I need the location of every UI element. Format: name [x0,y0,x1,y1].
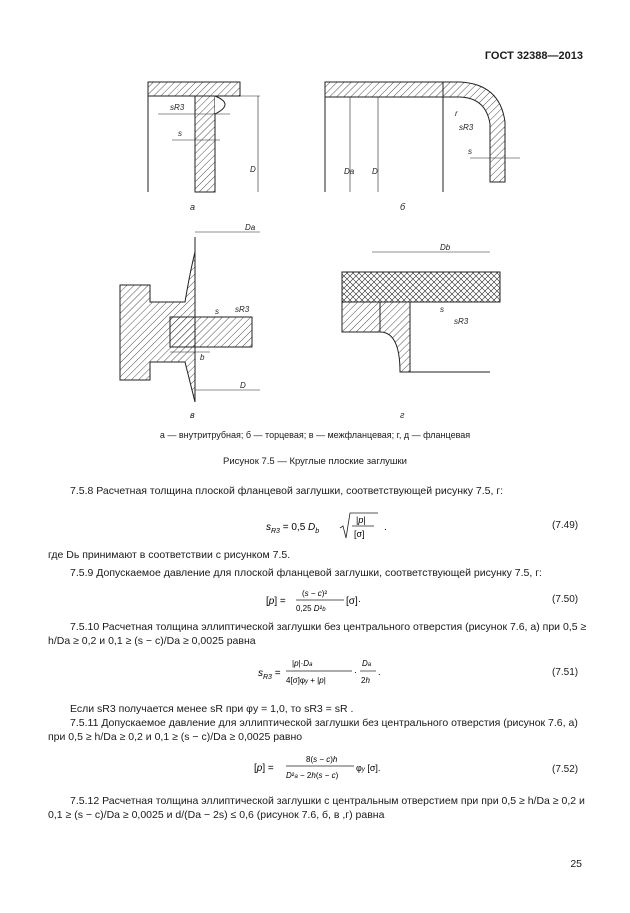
svg-text:[p] =: [p] = [266,596,286,607]
eq-number-7-49: (7.49) [552,520,579,531]
dim-sr3-a: sR3 [170,103,185,112]
svg-text:Da: Da [362,659,372,668]
svg-text:4[σ]φy + |p|: 4[σ]φy + |p| [286,676,326,685]
svg-text:φy [σ].: φy [σ]. [356,763,381,773]
dim-s-a: s [178,129,182,138]
svg-text:·: · [354,667,357,677]
figure-title: Рисунок 7.5 — Круглые плоские заглушки [223,456,407,467]
dim-d-v: D [240,381,246,390]
drawing-v [120,232,260,402]
svg-text:.: . [378,667,381,677]
figure-7-5 [50,72,590,442]
dim-s-b: s [468,147,472,156]
svg-text:|p|·Da: |p|·Da [292,659,313,668]
paragraph-7-5-9: 7.5.9 Допускаемое давление для плоской фланцевой заглушки, соответствующей рисунку 7.5, г: [70,567,542,579]
label-a: а [190,202,196,212]
dim-s-v: s [215,307,219,316]
eq-number-7-52: (7.52) [552,764,579,775]
svg-text:D²a − 2h(s − c): D²a − 2h(s − c) [286,771,339,780]
label-g: г [400,410,405,420]
dim-r-b: r [455,109,458,118]
standard-header: ГОСТ 32388—2013 [484,50,583,62]
formula-7-52 [254,752,384,787]
figure-legend: а — внутритрубная; б — торцевая; в — межфланцевая; г, д — фланцевая [159,430,471,440]
dim-sr3-g: sR3 [454,317,469,326]
paragraph-7-5-10: 7.5.10 Расчетная толщина эллиптической заглушки без центрального отверстия (рисунок 7.6, а) при 0,5 ≥ h/Da ≥ 0,2 и 0,1 ≥ (s − c)/Da ≥ 0,0025 равна [48,621,587,647]
drawing-a [148,82,260,192]
svg-text:0,25 D²b: 0,25 D²b [296,604,326,613]
svg-text:sR3 =: $s_{R3}$ = [258,668,281,681]
eq-number-7-50: (7.50) [552,594,579,605]
dim-da-b: Da [344,167,355,176]
dim-d-a: D [250,165,256,174]
dim-sr3-v: sR3 [235,305,250,314]
dim-sr3-b: sR3 [459,123,474,132]
svg-text:[σ]·: [σ]· [346,596,362,607]
dim-db-g: Db [440,243,451,252]
formula-7-49 [266,510,426,547]
paragraph-db-note: где Dь принимают в соответствии с рисунком 7.5. [48,549,291,561]
label-b: б [400,202,406,212]
formula-7-51 [258,654,388,693]
dim-s-g: s [440,305,444,314]
page-number: 25 [570,858,582,870]
paragraph-7-5-8: 7.5.8 Расчетная толщина плоской фланцевой заглушки, соответствующей рисунку 7.5, г: [70,485,504,497]
svg-text:8(s − c)h: 8(s − c)h [306,755,338,764]
formula-7-50 [266,586,386,619]
dim-da-v: Da [245,223,256,232]
svg-text:2h: 2h [361,676,370,685]
drawing-b [325,82,520,192]
label-v: в [190,410,195,420]
paragraph-if-sr3: Если sR3 получается менее sR при φy = 1,0, то sR3 = sR . [70,703,354,715]
svg-text:[p] =: [p] = [254,763,274,774]
dim-b-v: b [200,353,205,362]
svg-text:[σ]: [σ] [354,529,365,539]
svg-text:|p|: |p| [356,515,366,525]
dim-d-b: D [372,167,378,176]
svg-text:(s − c)²: (s − c)² [302,589,328,598]
svg-text:.: . [384,522,387,533]
eq-number-7-51: (7.51) [552,667,579,678]
drawing-g [342,252,500,372]
paragraph-7-5-12: 7.5.12 Расчетная толщина эллиптической заглушки с центральным отверстием при при 0,5 ≥ h/Da ≥ 0,2 и 0,1 ≥ (s − c)/Da ≥ 0,0025 и d/(Da − 2s) ≤ 0,6 (рисунок 7.6, б, в ,г) равна [48,795,585,821]
svg-text:sR3 = 0,5 Db: $s_{R3} = 0,5$ $D_b$ [266,522,320,535]
paragraph-7-5-11: 7.5.11 Допускаемое давление для эллиптической заглушки без центрального отверстия (рисунок 7.6, а) при 0,5 ≥ h/Da ≥ 0,2 и 0,1 ≥ (s − c)/Da ≥ 0,0025 равно [48,717,578,743]
